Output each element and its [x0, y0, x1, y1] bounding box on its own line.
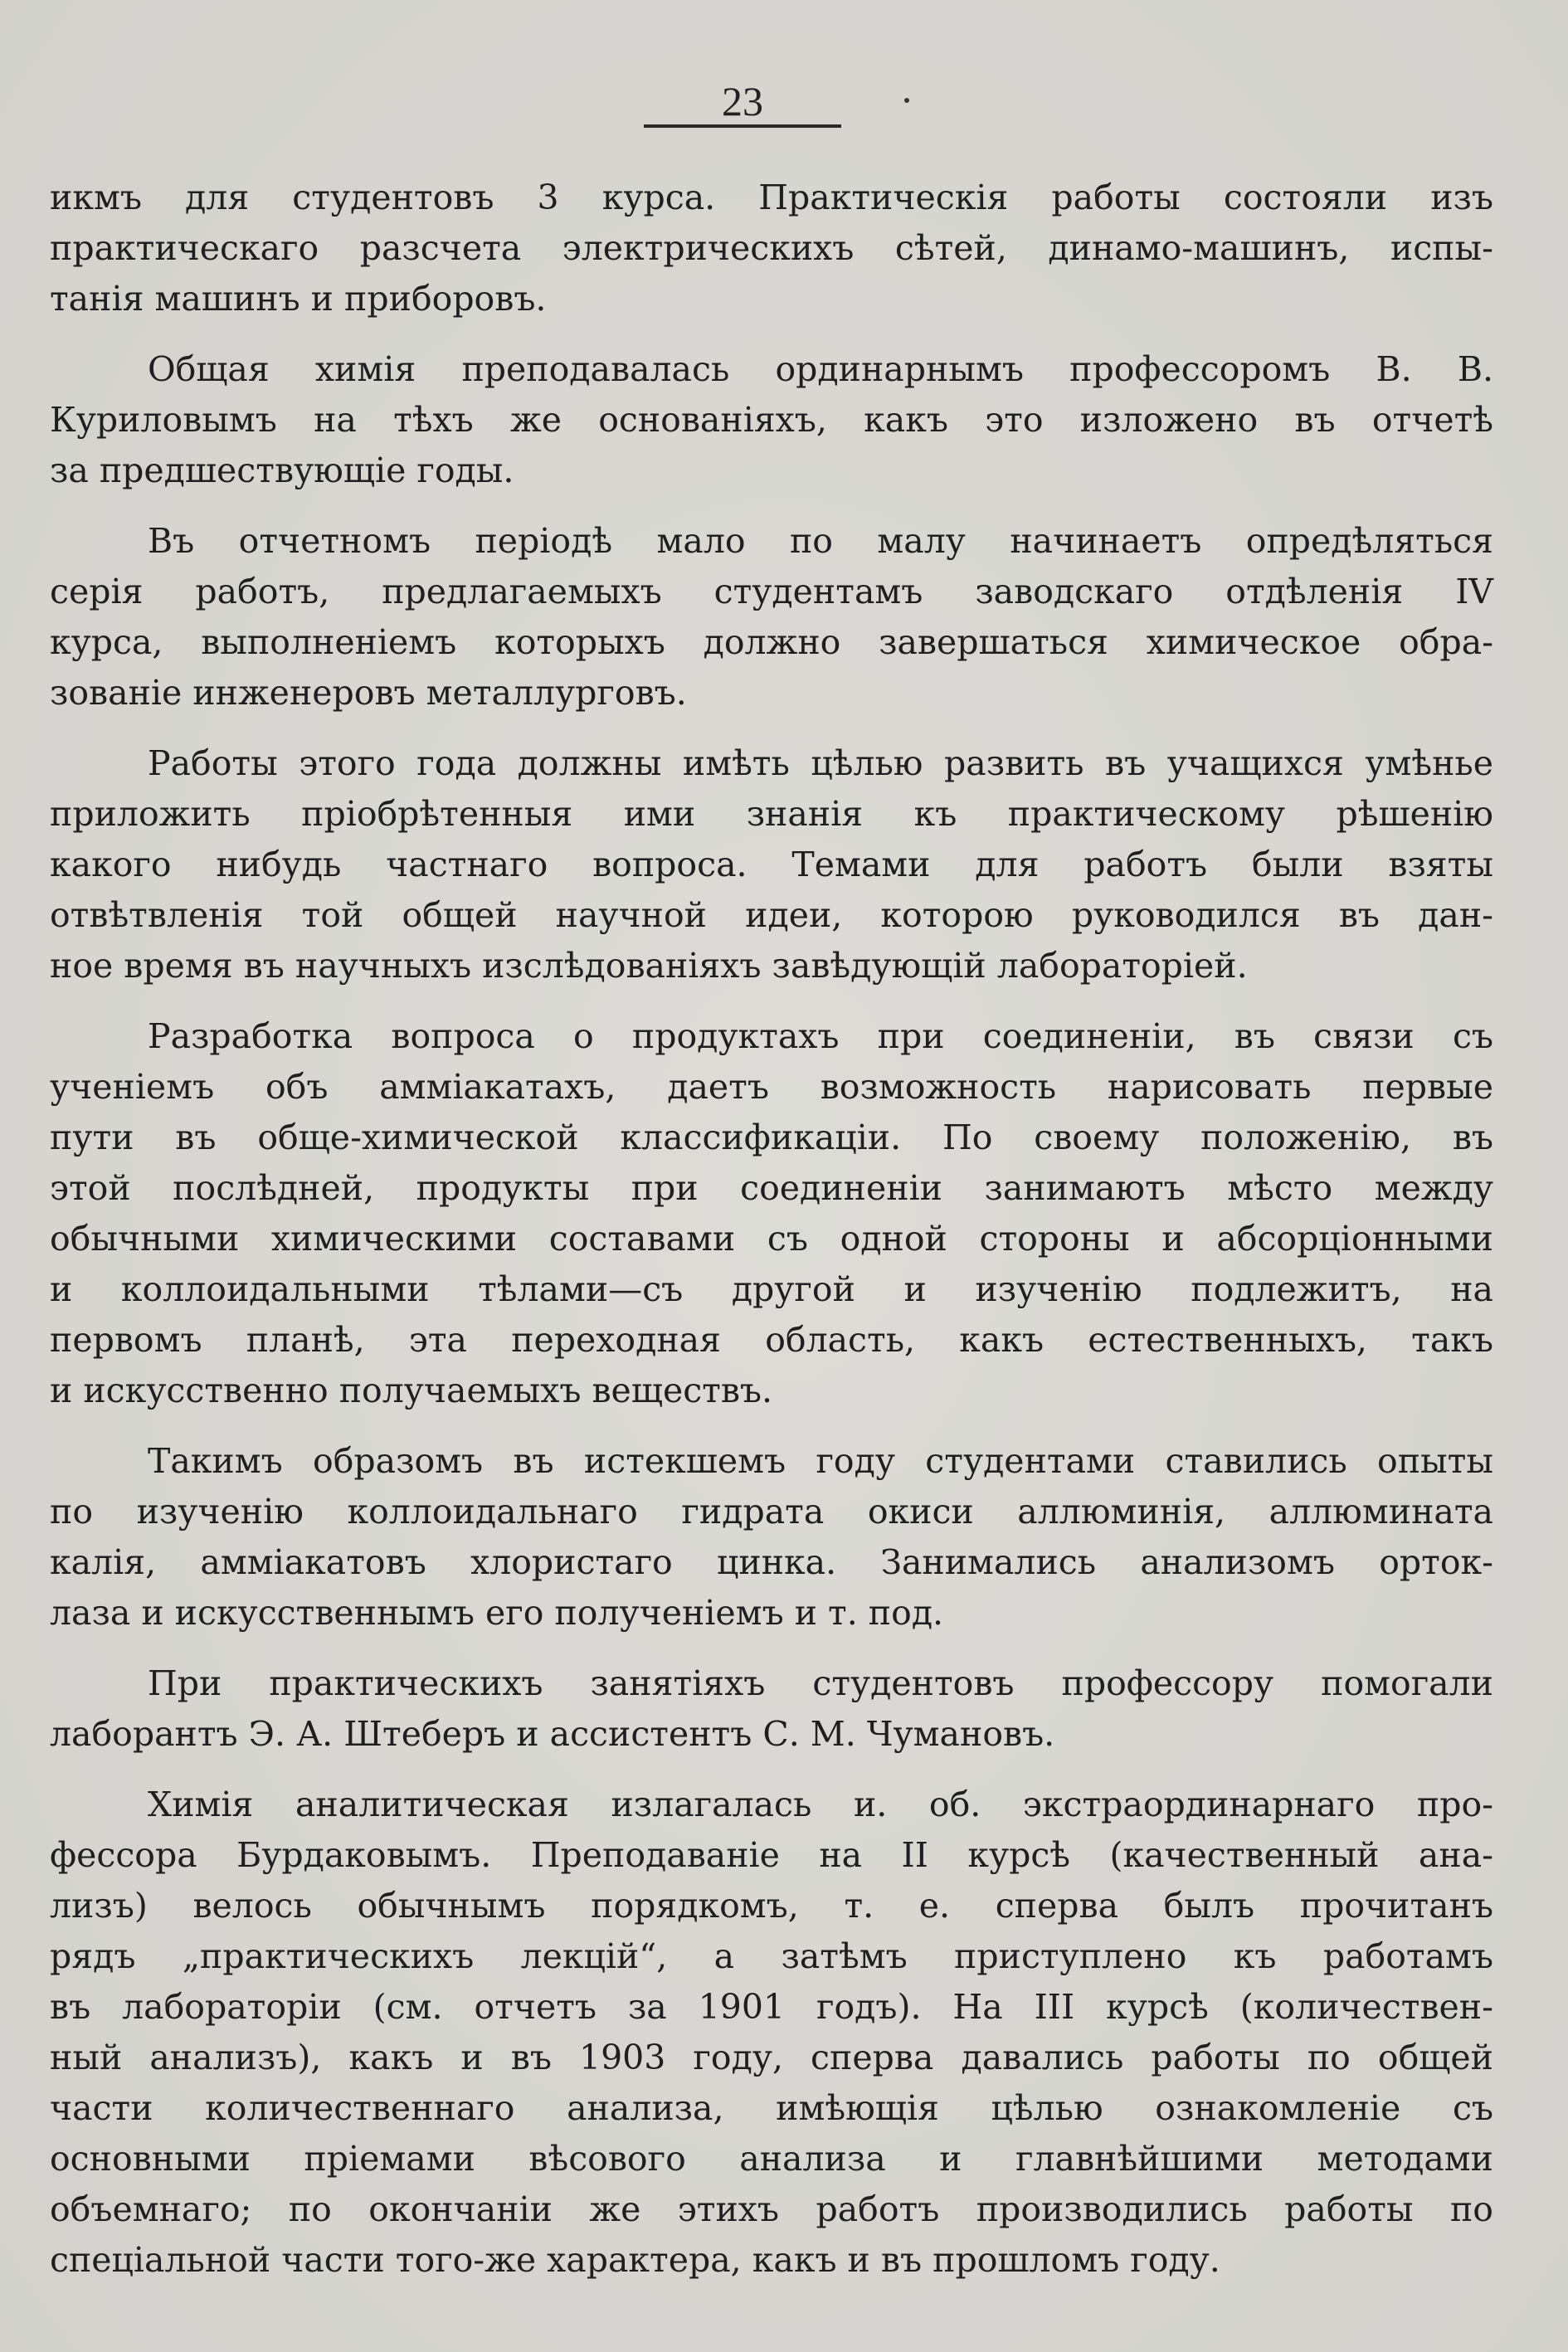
text-line: Разработка вопроса о продуктахъ при соединеніи, въ связи съ [148, 1016, 1493, 1056]
text-line: Работы этого года должны имѣть цѣлью развить въ учащихся умѣнье [148, 743, 1493, 783]
text-line: ный анализъ), какъ и въ 1903 году, сперва давались работы по общей [50, 2038, 1493, 2077]
text-line: Въ отчетномъ періодѣ мало по малу начинаетъ опредѣляться [148, 521, 1493, 561]
body-text [50, 173, 1493, 2286]
text-line: основными пріемами вѣсового анализа и главнѣйшими методами [50, 2139, 1493, 2179]
text-line: отвѣтвленія той общей научной идеи, которою руководился въ дан- [50, 895, 1493, 935]
text-line: фессора Бурдаковымъ. Преподаваніе на II курсѣ (качественный ана- [50, 1835, 1493, 1875]
page-number: 23 [644, 80, 841, 128]
text-line: Общая химія преподавалась ординарнымъ профессоромъ В. В. [148, 349, 1493, 389]
text-line: спеціальной части того-же характера, какъ и въ прошломъ году. [50, 2240, 1220, 2280]
paragraph [50, 1011, 1493, 1416]
text-line: и искусственно получаемыхъ веществъ. [50, 1371, 773, 1410]
paragraph [50, 1780, 1493, 2286]
paragraph [50, 344, 1493, 496]
text-line: части количественнаго анализа, имѣющія цѣлью ознакомленіе съ [50, 2088, 1493, 2128]
text-line: приложить пріобрѣтенныя ими знанія къ практическому рѣшенію [50, 794, 1493, 834]
text-line: танія машинъ и приборовъ. [50, 279, 547, 319]
text-line: лизъ) велось обычнымъ порядкомъ, т. е. сперва былъ прочитанъ [50, 1886, 1493, 1926]
text-line: первомъ планѣ, эта переходная область, какъ естественныхъ, такъ [50, 1320, 1493, 1360]
text-line: ное время въ научныхъ изслѣдованіяхъ завѣдующій лабораторіей. [50, 946, 1248, 986]
paragraph [50, 173, 1493, 324]
text-line: практическаго разсчета электрическихъ сѣтей, динамо-машинъ, испы- [50, 228, 1493, 268]
paragraph [50, 1436, 1493, 1639]
text-line: зованіе инженеровъ металлурговъ. [50, 673, 687, 713]
text-line: серія работъ, предлагаемыхъ студентамъ заводскаго отдѣленія IV [50, 572, 1493, 611]
text-line: этой послѣдней, продукты при соединеніи занимаютъ мѣсто между [50, 1168, 1493, 1208]
text-line: Куриловымъ на тѣхъ же основаніяхъ, какъ это изложено въ отчетѣ [50, 400, 1493, 440]
text-line: калія, аммiакатовъ хлористаго цинка. Занимались анализомъ ортoк- [50, 1542, 1493, 1582]
text-line: икмъ для студентовъ 3 курса. Практическія работы состояли изъ [50, 178, 1493, 217]
text-line: Химія аналитическая излагалась и. об. экстраординарнаго про- [148, 1785, 1493, 1824]
paragraph [50, 738, 1493, 991]
text-line: лаборантъ Э. А. Штеберъ и ассистентъ С. М. Чумановъ. [50, 1714, 1055, 1754]
text-line: въ лабораторіи (см. отчетъ за 1901 годъ). На III курсѣ (количествен- [50, 1987, 1493, 2027]
text-line: пути въ обще-химической классификаціи. По своему положенію, въ [50, 1118, 1493, 1157]
text-line: рядъ „практическихъ лекцій“, а затѣмъ приступлено къ работамъ [50, 1936, 1493, 1976]
text-line: и коллоидальными тѣлами—съ другой и изученію подлежитъ, на [50, 1269, 1493, 1309]
text-line: ученіемъ объ аммiакатахъ, даетъ возможность нарисовать первые [50, 1067, 1493, 1107]
text-line: по изученію коллоидальнаго гидрата окиси аллюминія, аллюмината [50, 1492, 1493, 1531]
text-line: курса, выполненіемъ которыхъ должно завершаться химическое обра- [50, 622, 1493, 662]
text-line: какого нибудь частнаго вопроса. Темами для работъ были взяты [50, 845, 1493, 884]
text-line: лаза и искусственнымъ его полученіемъ и т. под. [50, 1593, 944, 1633]
paragraph [50, 516, 1493, 718]
paragraph [50, 1658, 1493, 1760]
text-line: объемнаго; по окончаніи же этихъ работъ производились работы по [50, 2189, 1493, 2229]
text-line: При практическихъ занятіяхъ студентовъ профессору помогали [148, 1663, 1493, 1703]
ink-dot [904, 98, 909, 103]
text-line: за предшествующіе годы. [50, 450, 514, 490]
text-line: Такимъ образомъ въ истекшемъ году студентами ставились опыты [148, 1441, 1493, 1481]
page-header [0, 80, 1568, 128]
text-line: обычными химическими составами съ одной стороны и абсорціонными [50, 1219, 1493, 1259]
